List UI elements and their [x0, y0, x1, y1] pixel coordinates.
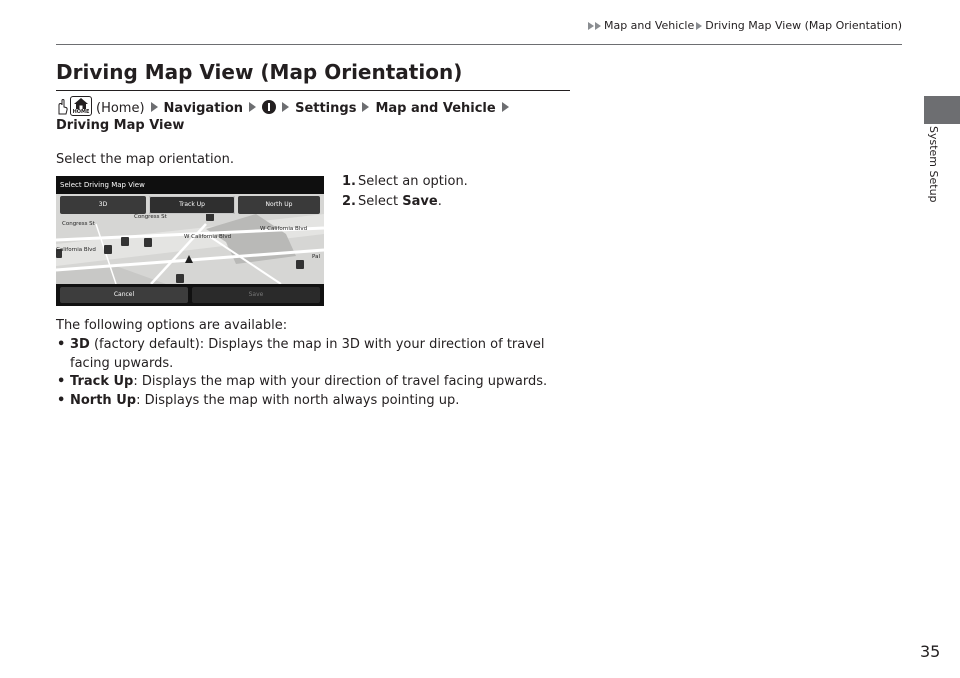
map-label: W California Blvd: [260, 226, 308, 232]
path-arrow-icon: [282, 102, 289, 112]
option-track-up-button[interactable]: Track Up: [149, 196, 235, 214]
option-name: Track Up: [70, 374, 134, 389]
options-intro: The following options are available:: [56, 318, 288, 333]
option-description: : Displays the map with north always pointing up.: [136, 392, 460, 408]
breadcrumb-arrow-icon: [588, 22, 594, 30]
save-button[interactable]: Save: [192, 287, 320, 303]
page-title: Driving Map View (Map Orientation): [56, 60, 463, 84]
title-rule: [56, 90, 570, 91]
path-arrow-icon: [362, 102, 369, 112]
option-name: North Up: [70, 392, 137, 408]
step-text: .: [437, 194, 442, 209]
home-icon-label: HOME: [72, 109, 90, 115]
map-label: Pal: [312, 254, 320, 260]
breadcrumb-arrow-icon: [696, 22, 702, 30]
cancel-button[interactable]: Cancel: [60, 287, 188, 303]
step-number: 1.: [342, 174, 356, 189]
map-label: California Blvd: [56, 247, 96, 253]
steps-list: [342, 172, 468, 212]
menu-options-icon: [262, 100, 276, 114]
option-description: (factory default): Displays the map in 3D with your direction of travel facing upwards.: [70, 337, 545, 371]
map-label: Congress St: [134, 214, 167, 220]
option-north-up-button[interactable]: North Up: [238, 196, 320, 214]
path-map-and-vehicle: Map and Vehicle: [375, 101, 496, 116]
path-navigation: Navigation: [163, 101, 244, 116]
side-tab-marker: [924, 96, 960, 124]
path-settings: Settings: [295, 101, 357, 116]
screen-header: Select Driving Map View: [56, 176, 324, 194]
options-list: [56, 336, 566, 410]
map-label: W California Blvd: [184, 234, 232, 240]
header-rule: [56, 44, 902, 45]
menu-path: [56, 96, 566, 134]
step-text: Select: [358, 194, 403, 209]
path-arrow-icon: [502, 102, 509, 112]
list-item: [56, 373, 566, 392]
map-label: Congress St: [62, 221, 95, 227]
breadcrumb: [588, 19, 902, 32]
list-item: [56, 336, 566, 373]
hand-press-icon: [56, 99, 68, 115]
device-screenshot: [56, 176, 324, 306]
list-item: [56, 392, 566, 411]
path-driving-map-view: Driving Map View: [56, 118, 185, 133]
step-text: Select an option.: [358, 174, 468, 189]
intro-text: Select the map orientation.: [56, 152, 234, 167]
path-home-label: (Home): [96, 101, 145, 116]
screen-footer: [56, 284, 324, 306]
path-arrow-icon: [249, 102, 256, 112]
orientation-options: [56, 196, 324, 216]
breadcrumb-item-driving-map-view[interactable]: Driving Map View (Map Orientation): [705, 19, 902, 32]
side-tab-label: System Setup: [927, 126, 940, 203]
breadcrumb-arrow-icon: [595, 22, 601, 30]
home-button-icon: [70, 96, 92, 116]
option-3d-button[interactable]: 3D: [60, 196, 146, 214]
step-item: [342, 192, 468, 212]
step-number: 2.: [342, 194, 356, 209]
breadcrumb-item-map-and-vehicle[interactable]: Map and Vehicle: [603, 19, 695, 32]
step-item: [342, 172, 468, 192]
step-text-bold: Save: [402, 194, 438, 209]
path-arrow-icon: [151, 102, 158, 112]
option-description: : Displays the map with your direction of travel facing upwards.: [133, 374, 548, 389]
page-number: 35: [920, 642, 941, 661]
option-name: 3D: [70, 337, 90, 352]
